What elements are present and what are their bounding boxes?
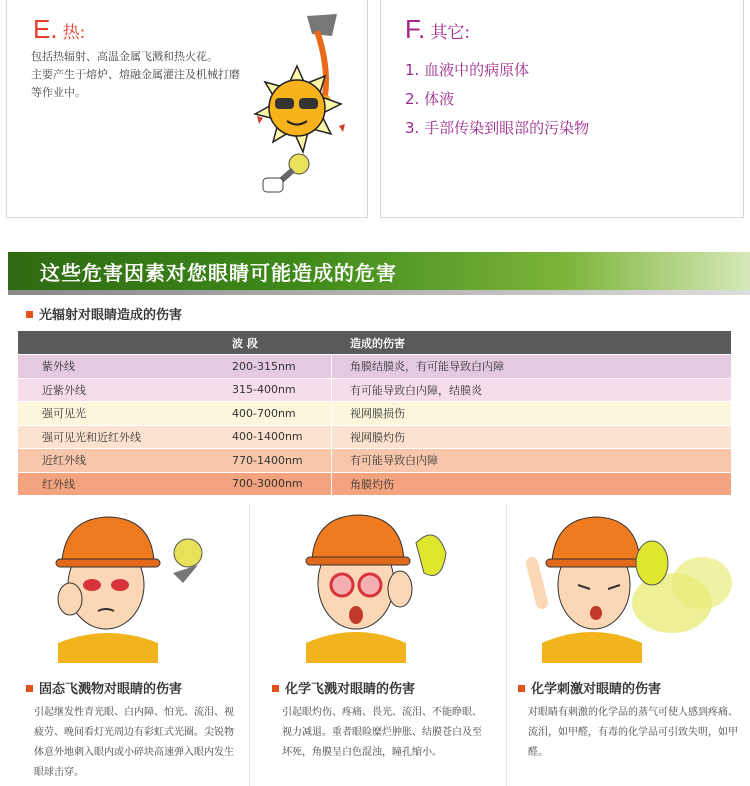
- table-cell-harm: 角膜灼伤: [350, 477, 394, 491]
- section-heat-line1: 包括热辐射、高温金属飞溅和热火花。: [31, 50, 218, 63]
- other-item: 3. 手部传染到眼部的污染物: [405, 119, 590, 137]
- worker-fumes-illustration: [512, 503, 744, 663]
- table-cell-name: 近紫外线: [42, 383, 86, 397]
- radiation-table: [18, 331, 731, 496]
- panel-text: 引起继发性青光眼、白内障、怕光、流泪、视疲劳、晚间看灯光周边有彩虹式光圈。尖锐物体意外地刺入眼内或小碎块高速弹入眼内发生眼球击穿。: [34, 707, 234, 778]
- table-cell-band: 315-400nm: [224, 379, 332, 402]
- table-cell-name: 红外线: [42, 477, 75, 491]
- radiation-title-text: 光辐射对眼睛造成的伤害: [39, 308, 183, 323]
- table-cell-harm: 有可能导致白内障: [350, 454, 438, 468]
- table-cell-harm: 有可能导致白内障，结膜炎: [350, 383, 482, 397]
- table-header-cell: 波 段: [232, 336, 258, 350]
- table-header-cell: 造成的伤害: [350, 336, 405, 350]
- section-heat-line2: 主要产生于熔炉、熔融金属灌注及机械打磨等作业中。: [31, 68, 240, 99]
- panel-text: 对眼睛有刺激的化学品的蒸气可使人感到疼痛、流泪，如甲醛，有毒的化学品可引致失明，如甲醛。: [528, 707, 738, 758]
- panel-title-text: 化学飞溅对眼睛的伤害: [285, 682, 416, 697]
- table-cell-harm: 视网膜灼伤: [350, 430, 405, 444]
- section-other-letter: F.: [405, 14, 426, 44]
- table-cell-name: 强可见光: [42, 407, 86, 421]
- section-other-list: [405, 56, 589, 143]
- table-cell-band: 400-1400nm: [224, 426, 332, 449]
- panel-title-text: 化学刺激对眼睛的伤害: [531, 682, 662, 697]
- panel-title: [272, 678, 415, 697]
- panel-title: [26, 678, 182, 697]
- bullet-square-icon: [26, 311, 33, 318]
- hazards-banner-title: 这些危害因素对您眼睛可能造成的危害: [40, 261, 397, 285]
- table-cell-band: 700-3000nm: [224, 473, 332, 496]
- panel-chemical-irritation: [512, 503, 744, 786]
- table-row: [18, 355, 731, 379]
- panel-divider: [249, 503, 250, 786]
- table-row: [18, 402, 731, 426]
- hazards-banner: [8, 252, 750, 290]
- panel-solid-debris: [18, 503, 244, 786]
- other-item: 2. 体液: [405, 90, 455, 108]
- other-item: 1. 血液中的病原体: [405, 61, 530, 79]
- section-heat-title: 热:: [62, 23, 86, 43]
- bullet-square-icon: [26, 685, 33, 692]
- section-heat: [6, 0, 368, 218]
- bullet-square-icon: [518, 685, 525, 692]
- radiation-section-title: [26, 304, 182, 323]
- table-cell-harm: 角膜结膜炎，有可能导致白内障: [350, 360, 504, 374]
- table-cell-band: 770-1400nm: [224, 449, 332, 472]
- section-other-title: 其它:: [430, 23, 471, 43]
- table-header-row: [18, 331, 731, 355]
- table-cell-name: 强可见光和近红外线: [42, 430, 141, 444]
- table-cell-name: 紫外线: [42, 360, 75, 374]
- hot-sun-illustration: [237, 6, 367, 206]
- panel-chemical-splash: [256, 503, 500, 786]
- panel-title-text: 固态飞溅物对眼睛的伤害: [39, 682, 183, 697]
- table-row: [18, 426, 731, 450]
- section-other-heading: [405, 14, 470, 45]
- panel-divider: [506, 503, 507, 786]
- panel-text: 引起眼灼伤、疼痛、畏光、流泪、不能睁眼、视力减退。重者眼睑糜烂肿胀、结膜苍白及至坏死，角膜呈白色混浊，瞳孔缩小。: [282, 707, 482, 758]
- table-cell-harm: 视网膜损伤: [350, 407, 405, 421]
- table-row: [18, 379, 731, 403]
- table-row: [18, 473, 731, 497]
- section-heat-letter: E.: [33, 14, 58, 44]
- section-heat-heading: [33, 14, 85, 45]
- table-cell-band: 400-700nm: [224, 402, 332, 425]
- table-row: [18, 449, 731, 473]
- section-heat-text: [31, 48, 241, 102]
- table-cell-name: 近红外线: [42, 454, 86, 468]
- section-other: [380, 0, 744, 218]
- worker-debris-illustration: [18, 503, 244, 663]
- table-cell-band: 200-315nm: [224, 355, 332, 378]
- worker-splash-illustration: [256, 503, 500, 663]
- panel-title: [518, 678, 661, 697]
- bullet-square-icon: [272, 685, 279, 692]
